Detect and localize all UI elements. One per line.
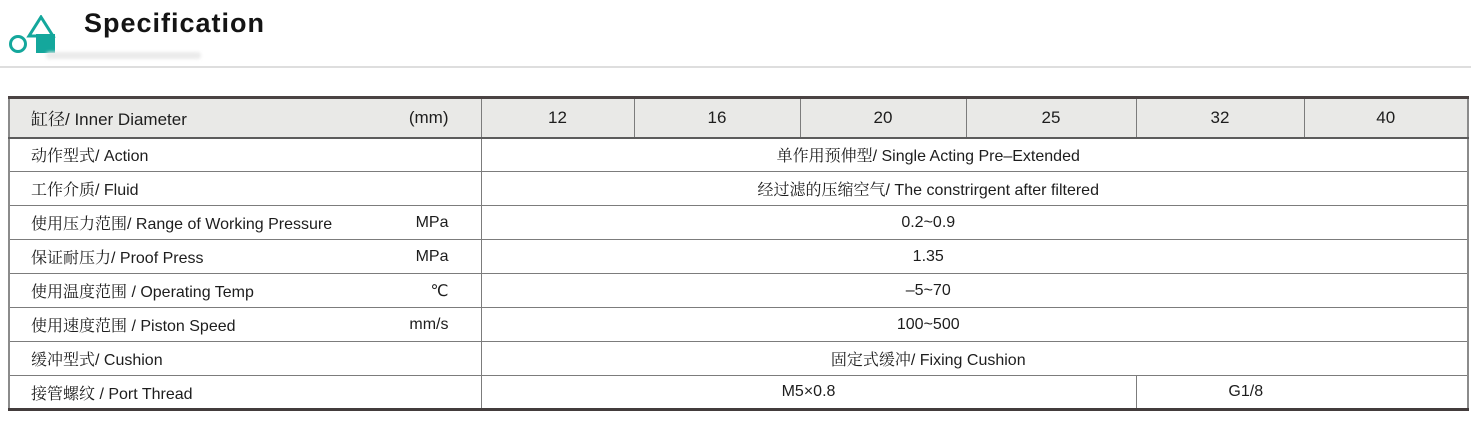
column-header-diameter: 25 xyxy=(966,98,1136,138)
table-row-working-pressure xyxy=(9,206,1468,240)
row-label: 缓冲型式/ Cushion xyxy=(31,352,163,369)
row-value-small-bores: M5×0.8 xyxy=(481,376,1136,410)
row-label-cell xyxy=(9,342,481,376)
row-label-cell xyxy=(9,308,481,342)
page-header xyxy=(7,6,265,53)
spec-table xyxy=(8,96,1469,411)
row-label: 工作介质/ Fluid xyxy=(31,182,139,199)
row-label-cell xyxy=(9,240,481,274)
table-row-action xyxy=(9,138,1468,172)
row-unit: ℃ xyxy=(430,282,449,300)
row-value: 固定式缓冲/ Fixing Cushion xyxy=(481,342,1468,376)
table-header-row xyxy=(9,98,1468,138)
page-title: Specification xyxy=(84,8,266,38)
table-row-operating-temp xyxy=(9,274,1468,308)
logo-shapes-icon xyxy=(7,15,71,53)
row-value: 0.2~0.9 xyxy=(481,206,1468,240)
row-label-cell xyxy=(9,206,481,240)
row-label: 动作型式/ Action xyxy=(31,148,149,166)
faded-watermark-text xyxy=(46,52,201,59)
column-header-diameter: 32 xyxy=(1136,98,1304,138)
row-label-cell xyxy=(9,274,481,308)
table-row-fluid xyxy=(9,172,1468,206)
table-row-piston-speed xyxy=(9,308,1468,342)
column-header-diameter: 40 xyxy=(1304,98,1468,138)
row-value: –5~70 xyxy=(481,274,1468,308)
column-header-diameter: 16 xyxy=(634,98,800,138)
row-unit: MPa xyxy=(415,213,449,231)
row-label-cell xyxy=(9,172,481,206)
header-row-unit: (mm) xyxy=(408,107,449,127)
row-label: 使用压力范围/ Range of Working Pressure xyxy=(31,216,333,233)
column-header-diameter: 12 xyxy=(481,98,634,138)
row-label-cell xyxy=(9,138,481,172)
header-row-label: 缸径/ Inner Diameter xyxy=(31,110,187,130)
row-label-cell xyxy=(9,376,481,410)
row-label: 接管螺纹 / Port Thread xyxy=(31,385,193,403)
row-unit: mm/s xyxy=(409,315,449,333)
row-value: 单作用预伸型/ Single Acting Pre–Extended xyxy=(481,138,1468,172)
row-label: 保证耐压力/ Proof Press xyxy=(31,250,204,267)
table-row-cushion xyxy=(9,342,1468,376)
row-value: 1.35 xyxy=(481,240,1468,274)
row-label: 使用速度范围 / Piston Speed xyxy=(31,318,236,335)
row-unit: MPa xyxy=(415,247,449,265)
row-value: 100~500 xyxy=(481,308,1468,342)
header-label-cell xyxy=(9,98,481,138)
row-label: 使用温度范围 / Operating Temp xyxy=(31,284,254,301)
table-row-port-thread xyxy=(9,376,1468,410)
header-divider xyxy=(0,66,1471,68)
column-header-diameter: 20 xyxy=(800,98,966,138)
row-value-large-bores: G1/8 xyxy=(1136,376,1468,410)
table-row-proof-pressure xyxy=(9,240,1468,274)
row-value: 经过滤的压缩空气/ The constrirgent after filtered xyxy=(481,172,1468,206)
